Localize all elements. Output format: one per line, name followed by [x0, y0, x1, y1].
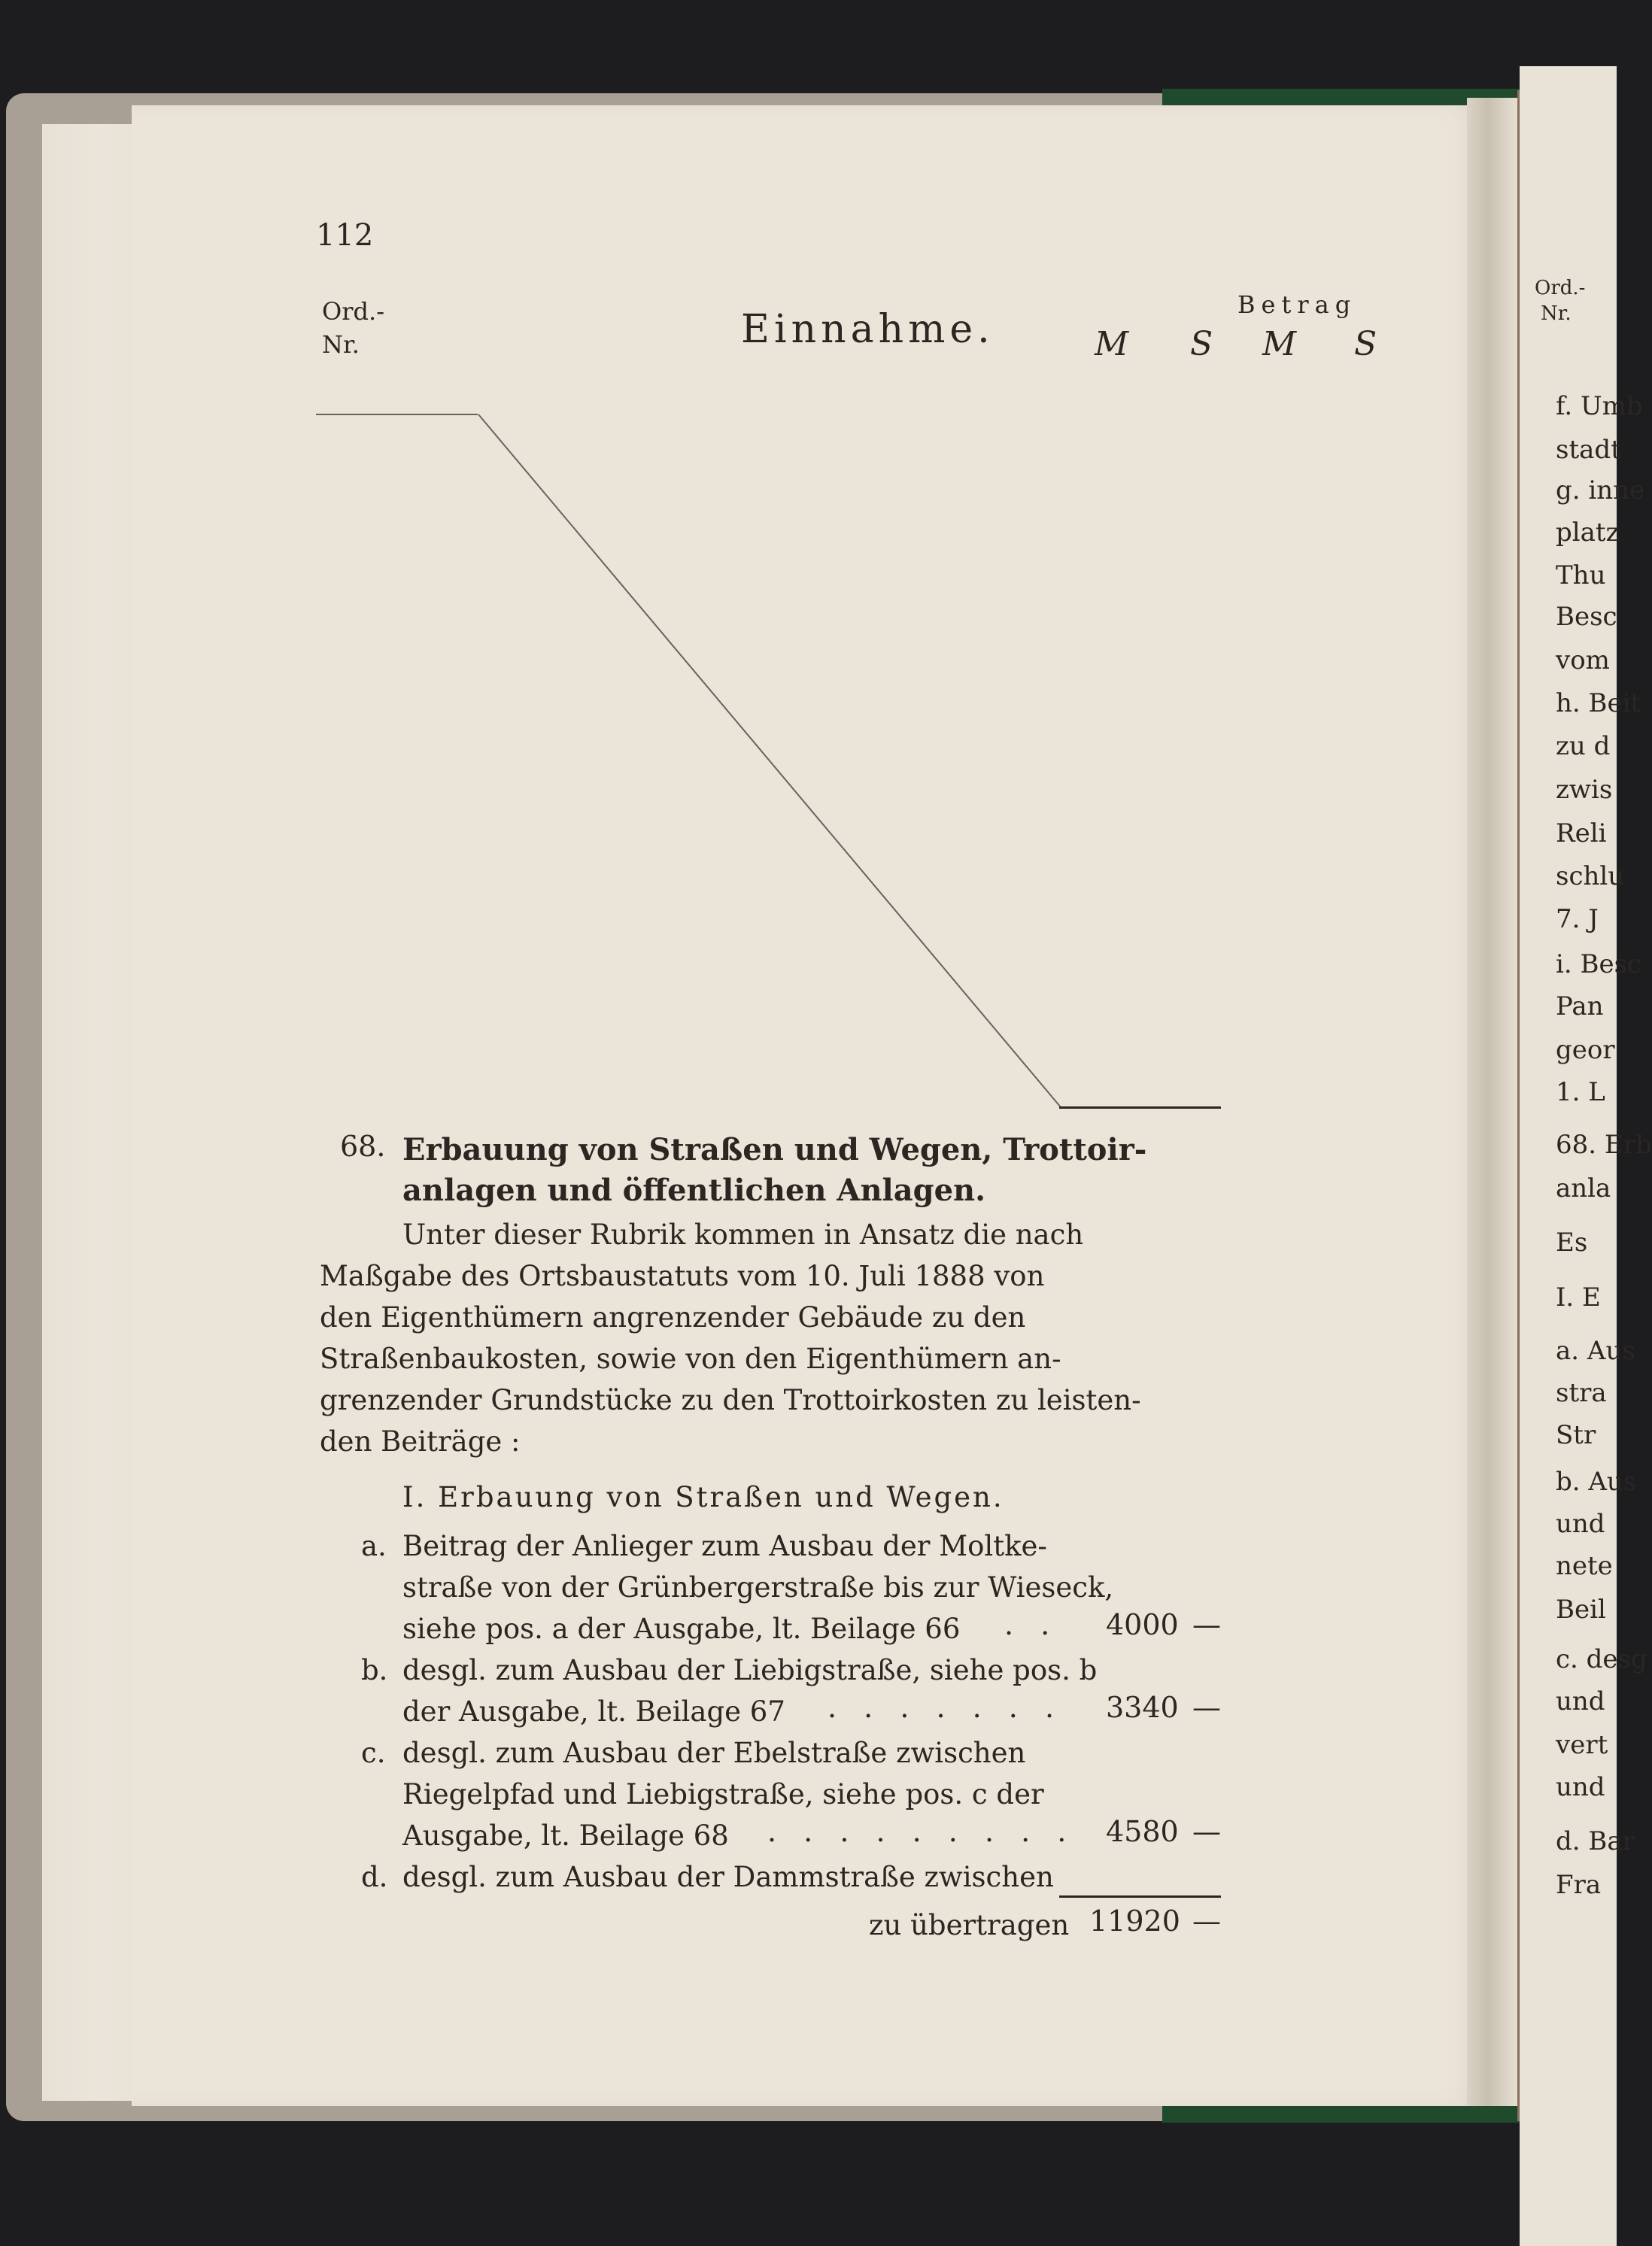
- item-line: siehe pos. a der Ausgabe, lt. Beilage 66: [402, 1613, 961, 1645]
- item-amount: 4580: [1106, 1815, 1179, 1848]
- leader-dots: . .: [1004, 1608, 1059, 1641]
- page-number: 112: [316, 218, 374, 253]
- entry-heading-line: Erbauung von Straßen und Wegen, Trottoir-: [402, 1132, 1147, 1167]
- right-page-fragment: zu d: [1556, 731, 1611, 761]
- currency-mark: S: [1190, 325, 1213, 363]
- item-line: Beitrag der Anlieger zum Ausbau der Moltke-: [402, 1530, 1047, 1562]
- amount-dash: —: [1192, 1608, 1221, 1641]
- right-page-fragment: platz: [1556, 517, 1620, 548]
- item-line: Riegelpfad und Liebigstraße, siehe pos. c der: [402, 1778, 1044, 1810]
- currency-mark: S: [1354, 325, 1377, 363]
- right-page-fragment: und: [1556, 1772, 1605, 1802]
- right-page-fragment: stadt: [1556, 435, 1621, 465]
- right-page-fragment: vert: [1556, 1730, 1608, 1760]
- intro-line: den Eigenthümern angrenzender Gebäude zu den: [320, 1301, 1026, 1334]
- right-page-fragment: a. Aus: [1556, 1336, 1635, 1366]
- entry-number: 68.: [340, 1130, 386, 1163]
- right-page-fragment: Thu: [1556, 560, 1606, 590]
- ord-label: Ord.-: [322, 297, 384, 326]
- item-line: desgl. zum Ausbau der Liebigstraße, siehe pos. b: [402, 1654, 1098, 1686]
- right-page-fragment: Es: [1556, 1228, 1588, 1258]
- betrag-label: Betrag: [1237, 290, 1357, 319]
- right-page-fragment: Beil: [1556, 1595, 1606, 1625]
- carry-dash: —: [1192, 1905, 1221, 1938]
- right-page-fragment: d. Bar: [1556, 1826, 1635, 1856]
- right-page-fragment: i. Besc: [1556, 949, 1642, 979]
- item-line: Ausgabe, lt. Beilage 68: [402, 1820, 729, 1852]
- sum-rule: [1059, 1895, 1221, 1898]
- right-page-fragment: geor: [1556, 1035, 1615, 1065]
- amount-dash: —: [1192, 1691, 1221, 1724]
- item-line: straße von der Grünbergerstraße bis zur Wieseck,: [402, 1571, 1114, 1604]
- carry-amount: 11920: [1089, 1905, 1180, 1938]
- right-page-fragment: f. Umb: [1556, 391, 1643, 421]
- right-page-fragment: g. inne: [1556, 475, 1645, 505]
- right-page-fragment: Fra: [1556, 1870, 1602, 1900]
- carry-label: zu übertragen: [869, 1909, 1070, 1941]
- amount-dash: —: [1192, 1815, 1221, 1848]
- item-letter: d.: [361, 1861, 388, 1893]
- nr-label: Nr.: [322, 330, 360, 359]
- right-page-fragment: b. Aus: [1556, 1467, 1637, 1497]
- currency-mark: M: [1262, 325, 1297, 363]
- right-page-fragment: 1. L: [1556, 1077, 1605, 1107]
- leader-dots: . . . . . . .: [828, 1691, 1064, 1724]
- right-page-fragment: anla: [1556, 1173, 1611, 1203]
- item-line: desgl. zum Ausbau der Ebelstraße zwischen: [402, 1737, 1026, 1769]
- item-letter: a.: [361, 1530, 387, 1562]
- right-nr-label: Nr.: [1541, 302, 1572, 325]
- right-page-fragment: schlu: [1556, 861, 1625, 891]
- right-page-fragment: Pan: [1556, 991, 1604, 1021]
- item-letter: b.: [361, 1654, 388, 1686]
- right-page-fragment: I. E: [1556, 1282, 1601, 1313]
- item-amount: 3340: [1106, 1691, 1179, 1724]
- entry-heading: [402, 1130, 1146, 1211]
- intro-line: grenzender Grundstücke zu den Trottoirkosten zu leisten-: [320, 1384, 1141, 1416]
- right-page-fragment: zwis: [1556, 775, 1613, 805]
- right-page-fragment: c. desg: [1556, 1644, 1647, 1674]
- right-page-fragment: 68. Erb: [1556, 1130, 1652, 1160]
- rule-line-bottom: [1059, 1106, 1221, 1109]
- intro-line: Straßenbaukosten, sowie von den Eigenthümern an-: [320, 1343, 1061, 1375]
- intro-line: Unter dieser Rubrik kommen in Ansatz die nach: [402, 1219, 1084, 1251]
- intro-line: Maßgabe des Ortsbaustatuts vom 10. Juli 1888 von: [320, 1260, 1045, 1292]
- item-amount: 4000: [1106, 1608, 1179, 1641]
- item-line: desgl. zum Ausbau der Dammstraße zwischen: [402, 1861, 1054, 1893]
- right-page-fragment: 7. J: [1556, 904, 1599, 934]
- leader-dots: . . . . . . . . .: [767, 1815, 1076, 1848]
- entry-heading-line: anlagen und öffentlichen Anlagen.: [402, 1173, 986, 1208]
- right-page-fragment: nete: [1556, 1551, 1613, 1581]
- right-page-fragment: und: [1556, 1509, 1605, 1539]
- item-line: der Ausgabe, lt. Beilage 67: [402, 1695, 785, 1728]
- section-title: I. Erbauung von Straßen und Wegen.: [402, 1481, 1004, 1513]
- currency-mark: M: [1095, 325, 1129, 363]
- intro-line: den Beiträge :: [320, 1425, 521, 1458]
- page-title: Einnahme.: [741, 307, 995, 352]
- right-page-fragment: Str: [1556, 1420, 1596, 1450]
- right-page-fragment: stra: [1556, 1378, 1607, 1408]
- right-page-fragment: und: [1556, 1686, 1605, 1716]
- right-page-fragment: vom: [1556, 645, 1610, 675]
- item-letter: c.: [361, 1737, 386, 1769]
- right-page-fragment: Besc: [1556, 602, 1617, 632]
- right-page-fragment: Reli: [1556, 818, 1607, 848]
- right-page-fragment: h. Beit: [1556, 688, 1641, 718]
- right-ord-label: Ord.-: [1535, 277, 1586, 299]
